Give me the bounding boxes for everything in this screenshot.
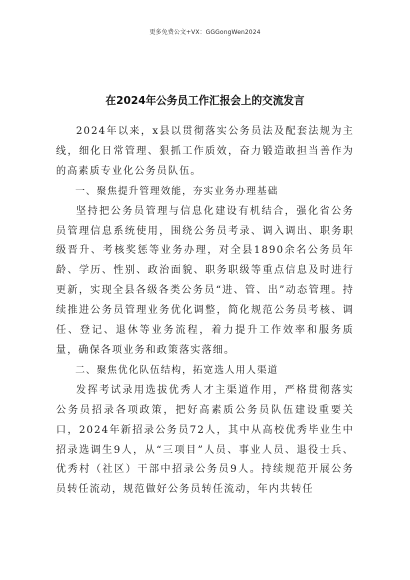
section-1-paragraph: 坚持把公务员管理与信息化建设有机结合，强化省公务员管理信息系统使用，围绕公务员考录、调入调出、职务职级晋升、考核奖惩等业务办理，对全县1890余名公务员年龄、学历、性别、政治面貌、职务职级等重点信息及时进行更新，实现全县各级各类公务员“进、管、出”动态管理。持续推进公务员管理业务优化调整，简化规范公务员考核、调任、登记、退休等业务流程，着力提升工作效率和服务质量，确保各项业务和政策落实落细。 bbox=[56, 205, 354, 356]
section-heading-2: 二、聚焦优化队伍结构，拓宽选人用人渠道 bbox=[75, 364, 279, 376]
section-2-paragraph: 发挥考试录用选拔优秀人才主渠道作用，严格贯彻落实公务员招录各项政策，把好高素质公务员队伍建设重要关口，2024年新招录公务员72人，其中从高校优秀毕业生中招录选调生9人，从“三项目”人员、事业人员、退役士兵、优秀村（社区）干部中招录公务员9人。持续规范开展公务员转任流动，规范做好公务员转任流动，年内共转任 bbox=[56, 384, 354, 496]
document-title: 在2024年公务员工作汇报会上的交流发言 bbox=[105, 95, 305, 107]
intro-paragraph: 2024年以来，x县以贯彻落实公务员法及配套法规为主线，细化日常管理、狠抓工作质效，奋力锻造敢担当善作为的高素质专业化公务员队伍。 bbox=[56, 126, 354, 177]
document-body bbox=[56, 122, 354, 500]
promo-header-note: 更多免费公文+VX：GGGongWen2024 bbox=[149, 29, 261, 36]
section-heading-1: 一、聚焦提升管理效能，夯实业务办理基础 bbox=[75, 185, 279, 197]
